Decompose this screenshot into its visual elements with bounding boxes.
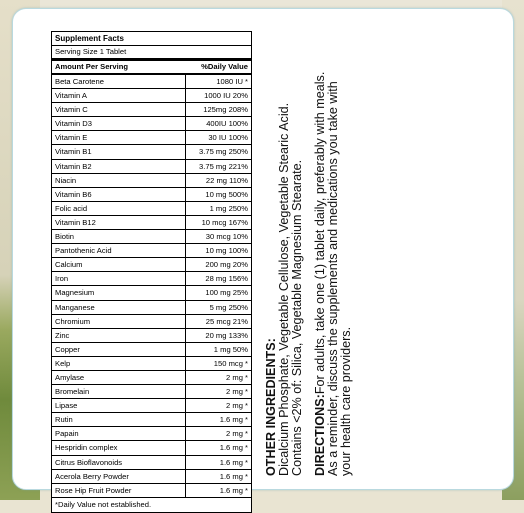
nutrient-amount: 5 mg 250% [209, 302, 248, 312]
nutrient-amount: 3.75 mg 250% [199, 147, 248, 157]
facts-row [52, 89, 251, 103]
nutrient-amount: 20 mg 133% [205, 330, 248, 340]
nutrient-name: Vitamin B12 [52, 216, 186, 229]
nutrient-name: Kelp [52, 357, 186, 370]
nutrient-amount: 200 mg 20% [205, 260, 248, 270]
nutrient-name: Acerola Berry Powder [52, 470, 186, 483]
supplement-facts-title: Supplement Facts [52, 32, 251, 46]
nutrient-name: Folic acid [52, 202, 186, 215]
nutrient-amount: 2 mg * [226, 429, 248, 439]
nutrient-amount: 150 mcg * [213, 358, 248, 368]
nutrient-name: Vitamin C [52, 103, 186, 116]
nutrient-name: Vitamin B6 [52, 188, 186, 201]
nutrient-name: Zinc [52, 329, 186, 342]
footnote: *Daily Value not established. [55, 499, 152, 509]
nutrient-amount: 30 IU 100% [208, 133, 248, 143]
nutrient-name: Vitamin D3 [52, 117, 186, 130]
nutrient-amount: 10 mg 500% [205, 189, 248, 199]
facts-row [52, 75, 251, 89]
nutrient-name: Iron [52, 272, 186, 285]
nutrient-amount: 125mg 208% [203, 105, 248, 115]
facts-row [52, 216, 251, 230]
facts-row [52, 286, 251, 300]
nutrient-name: Pantothenic Acid [52, 244, 186, 257]
directions-line-3: your health care providers. [339, 326, 353, 476]
facts-row [52, 244, 251, 258]
nutrient-name: Magnesium [52, 286, 186, 299]
directions-line-2: As a reminder, discuss the supplements and medications you take with [326, 81, 340, 476]
nutrient-name: Copper [52, 343, 186, 356]
nutrient-name: Citrus Bioflavonoids [52, 456, 186, 469]
facts-row [52, 399, 251, 413]
nutrient-amount: 2 mg * [226, 372, 248, 382]
directions-line-1: For adults, take one (1) tablet daily, preferably with meals. [313, 71, 327, 395]
nutrient-amount: 1 mg 250% [209, 203, 248, 213]
facts-row [52, 258, 251, 272]
amount-per-serving-header: Amount Per Serving [55, 62, 128, 71]
nutrient-amount: 1.6 mg * [219, 415, 248, 425]
facts-row [52, 413, 251, 427]
nutrient-name: Beta Carotene [52, 75, 186, 88]
facts-row [52, 385, 251, 399]
nutrient-amount: 28 mg 156% [205, 274, 248, 284]
facts-row [52, 301, 251, 315]
facts-row [52, 371, 251, 385]
facts-row [52, 484, 251, 498]
nutrient-amount: 100 mg 25% [205, 288, 248, 298]
facts-row [52, 117, 251, 131]
nutrient-name: Niacin [52, 174, 186, 187]
nutrient-name: Chromium [52, 315, 186, 328]
other-ingredients-line-1: Dicalcium Phosphate, Vegetable Cellulose, Vegetable Stearic Acid. [277, 102, 291, 476]
facts-row [52, 470, 251, 484]
nutrient-name: Rose Hip Fruit Powder [52, 484, 186, 497]
other-ingredients-line-2: Contains <2% of: Silica, Vegetable Magnesium Stearate. [290, 159, 304, 476]
facts-row [52, 441, 251, 455]
facts-row [52, 343, 251, 357]
nutrient-name: Calcium [52, 258, 186, 271]
facts-row [52, 315, 251, 329]
facts-row [52, 188, 251, 202]
facts-rows [52, 75, 251, 498]
nutrient-amount: 25 mcg 21% [205, 316, 248, 326]
facts-row [52, 329, 251, 343]
nutrient-amount: 30 mcg 10% [205, 232, 248, 242]
nutrient-name: Vitamin E [52, 131, 186, 144]
other-ingredients-section [265, 56, 304, 476]
nutrient-name: Vitamin A [52, 89, 186, 102]
serving-size: Serving Size 1 Tablet [52, 46, 251, 61]
nutrient-amount: 22 mg 110% [205, 175, 248, 185]
nutrient-amount: 1.6 mg * [219, 457, 248, 467]
nutrient-amount: 1000 IU 20% [204, 91, 248, 101]
rotated-text-block [265, 56, 363, 476]
nutrient-amount: 1080 IU * [216, 77, 248, 86]
facts-row [52, 160, 251, 174]
nutrient-name: Vitamin B1 [52, 145, 186, 158]
nutrient-amount: 1 mg 50% [213, 344, 248, 354]
nutrient-name: Papain [52, 427, 186, 440]
nutrient-amount: 1.6 mg * [219, 471, 248, 481]
nutrient-name: Hespridin complex [52, 441, 186, 454]
facts-row [52, 357, 251, 371]
facts-row [52, 427, 251, 441]
facts-row [52, 174, 251, 188]
nutrient-amount: 10 mcg 167% [201, 217, 248, 227]
facts-row [52, 131, 251, 145]
nutrient-amount: 1.6 mg * [219, 443, 248, 453]
nutrient-amount: 3.75 mg 221% [199, 161, 248, 171]
nutrient-amount: 1.6 mg * [219, 485, 248, 495]
supplement-facts-panel [51, 31, 252, 513]
facts-row [52, 103, 251, 117]
column-headers [52, 61, 251, 75]
facts-row [52, 456, 251, 470]
nutrient-name: Rutin [52, 413, 186, 426]
nutrient-name: Manganese [52, 301, 186, 314]
nutrient-amount: 10 mg 100% [205, 246, 248, 256]
facts-row [52, 230, 251, 244]
daily-value-header: %Daily Value [201, 62, 248, 71]
directions-heading: DIRECTIONS: [313, 394, 327, 476]
facts-row [52, 202, 251, 216]
other-ingredients-heading: OTHER INGREDIENTS: [264, 338, 278, 476]
nutrient-name: Biotin [52, 230, 186, 243]
nutrient-amount: 2 mg * [226, 387, 248, 397]
nutrient-name: Bromelain [52, 385, 186, 398]
nutrient-amount: 2 mg * [226, 401, 248, 411]
facts-row [52, 272, 251, 286]
nutrient-name: Lipase [52, 399, 186, 412]
nutrient-name: Vitamin B2 [52, 160, 186, 173]
nutrient-name: Amylase [52, 371, 186, 384]
directions-section [314, 56, 353, 476]
facts-row [52, 145, 251, 159]
nutrient-amount: 400IU 100% [206, 119, 248, 129]
